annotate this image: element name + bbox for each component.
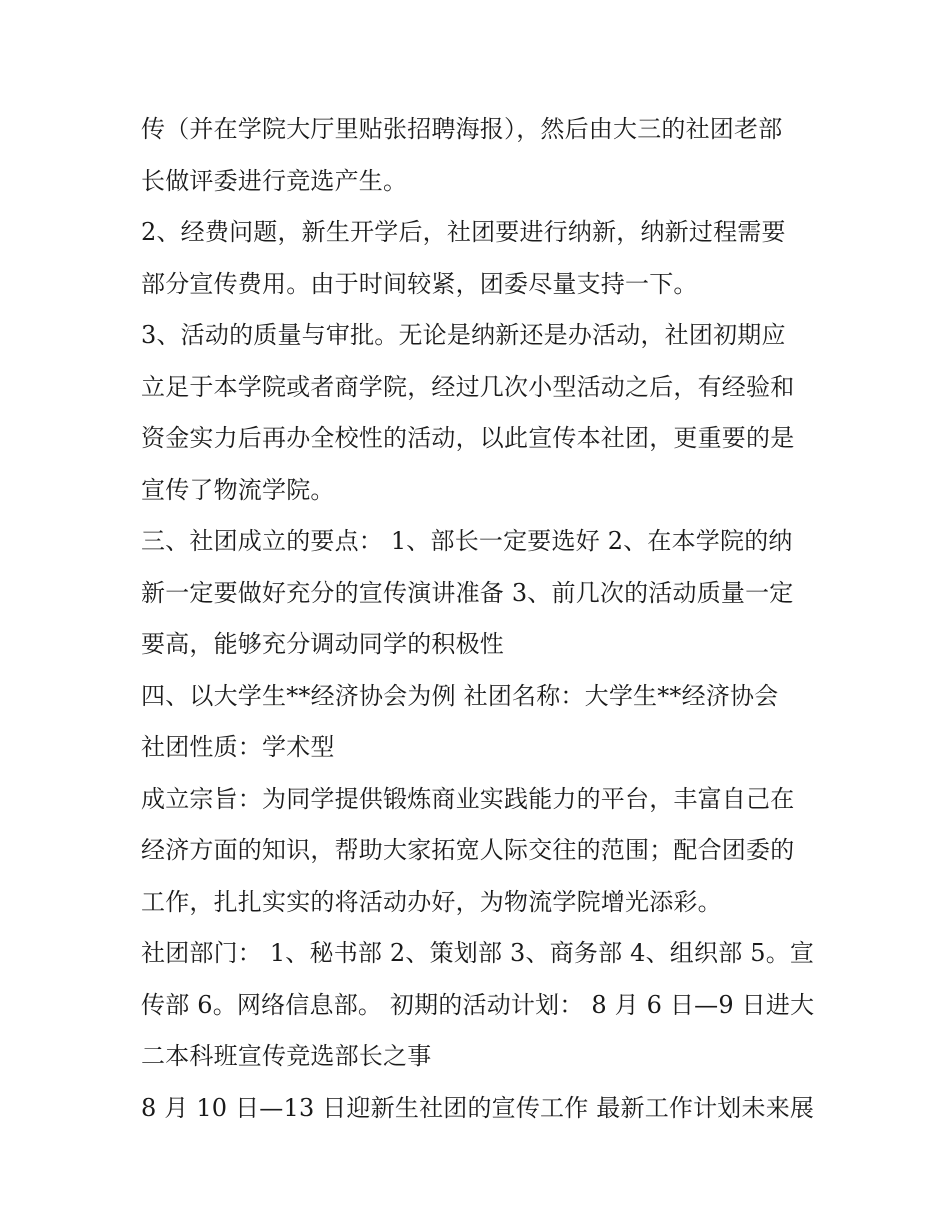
text-line: 传部 6。网络信息部。 初期的活动计划： 8 月 6 日—9 日进大 — [141, 990, 815, 1019]
text-line: 成立宗旨：为同学提供锻炼商业实践能力的平台，丰富自己在 — [141, 784, 795, 813]
text-line: 传（并在学院大厅里贴张招聘海报），然后由大三的社团老部 — [141, 115, 783, 143]
document-body — [141, 104, 813, 1134]
text-line: 宣传了物流学院。 — [141, 475, 335, 504]
text-line: 社团部门： 1、秘书部 2、策划部 3、商务部 4、组织部 5。宣 — [141, 939, 815, 967]
text-line: 新一定要做好充分的宣传演讲准备 3、前几次的活动质量一定 — [141, 578, 794, 607]
text-line: 3、活动的质量与审批。无论是纳新还是办活动，社团初期应 — [141, 321, 786, 349]
text-line: 立足于本学院或者商学院，经过几次小型活动之后，有经验和 — [141, 372, 795, 401]
text-line: 社团性质：学术型 — [141, 733, 335, 761]
text-line: 8 月 10 日—13 日迎新生社团的宣传工作 最新工作计划未来展 — [141, 1093, 815, 1122]
text-line: 要高，能够充分调动同学的积极性 — [141, 630, 504, 658]
text-line: 三、社团成立的要点： 1、部长一定要选好 2、在本学院的纳 — [141, 527, 793, 555]
text-line: 资金实力后再办全校性的活动，以此宣传本社团，更重要的是 — [141, 424, 795, 452]
text-line: 二本科班宣传竞选部长之事 — [141, 1042, 432, 1070]
text-line: 部分宣传费用。由于时间较紧，团委尽量支持一下。 — [141, 269, 698, 298]
text-line: 长做评委进行竞选产生。 — [141, 166, 408, 195]
text-line: 工作，扎扎实实的将活动办好，为物流学院增光添彩。 — [141, 887, 722, 916]
text-line: 四、以大学生**经济协会为例 社团名称：大学生**经济协会 — [141, 681, 779, 710]
text-line: 经济方面的知识，帮助大家拓宽人际交往的范围；配合团委的 — [141, 836, 795, 864]
text-line: 2、经费问题，新生开学后，社团要进行纳新，纳新过程需要 — [141, 218, 786, 246]
